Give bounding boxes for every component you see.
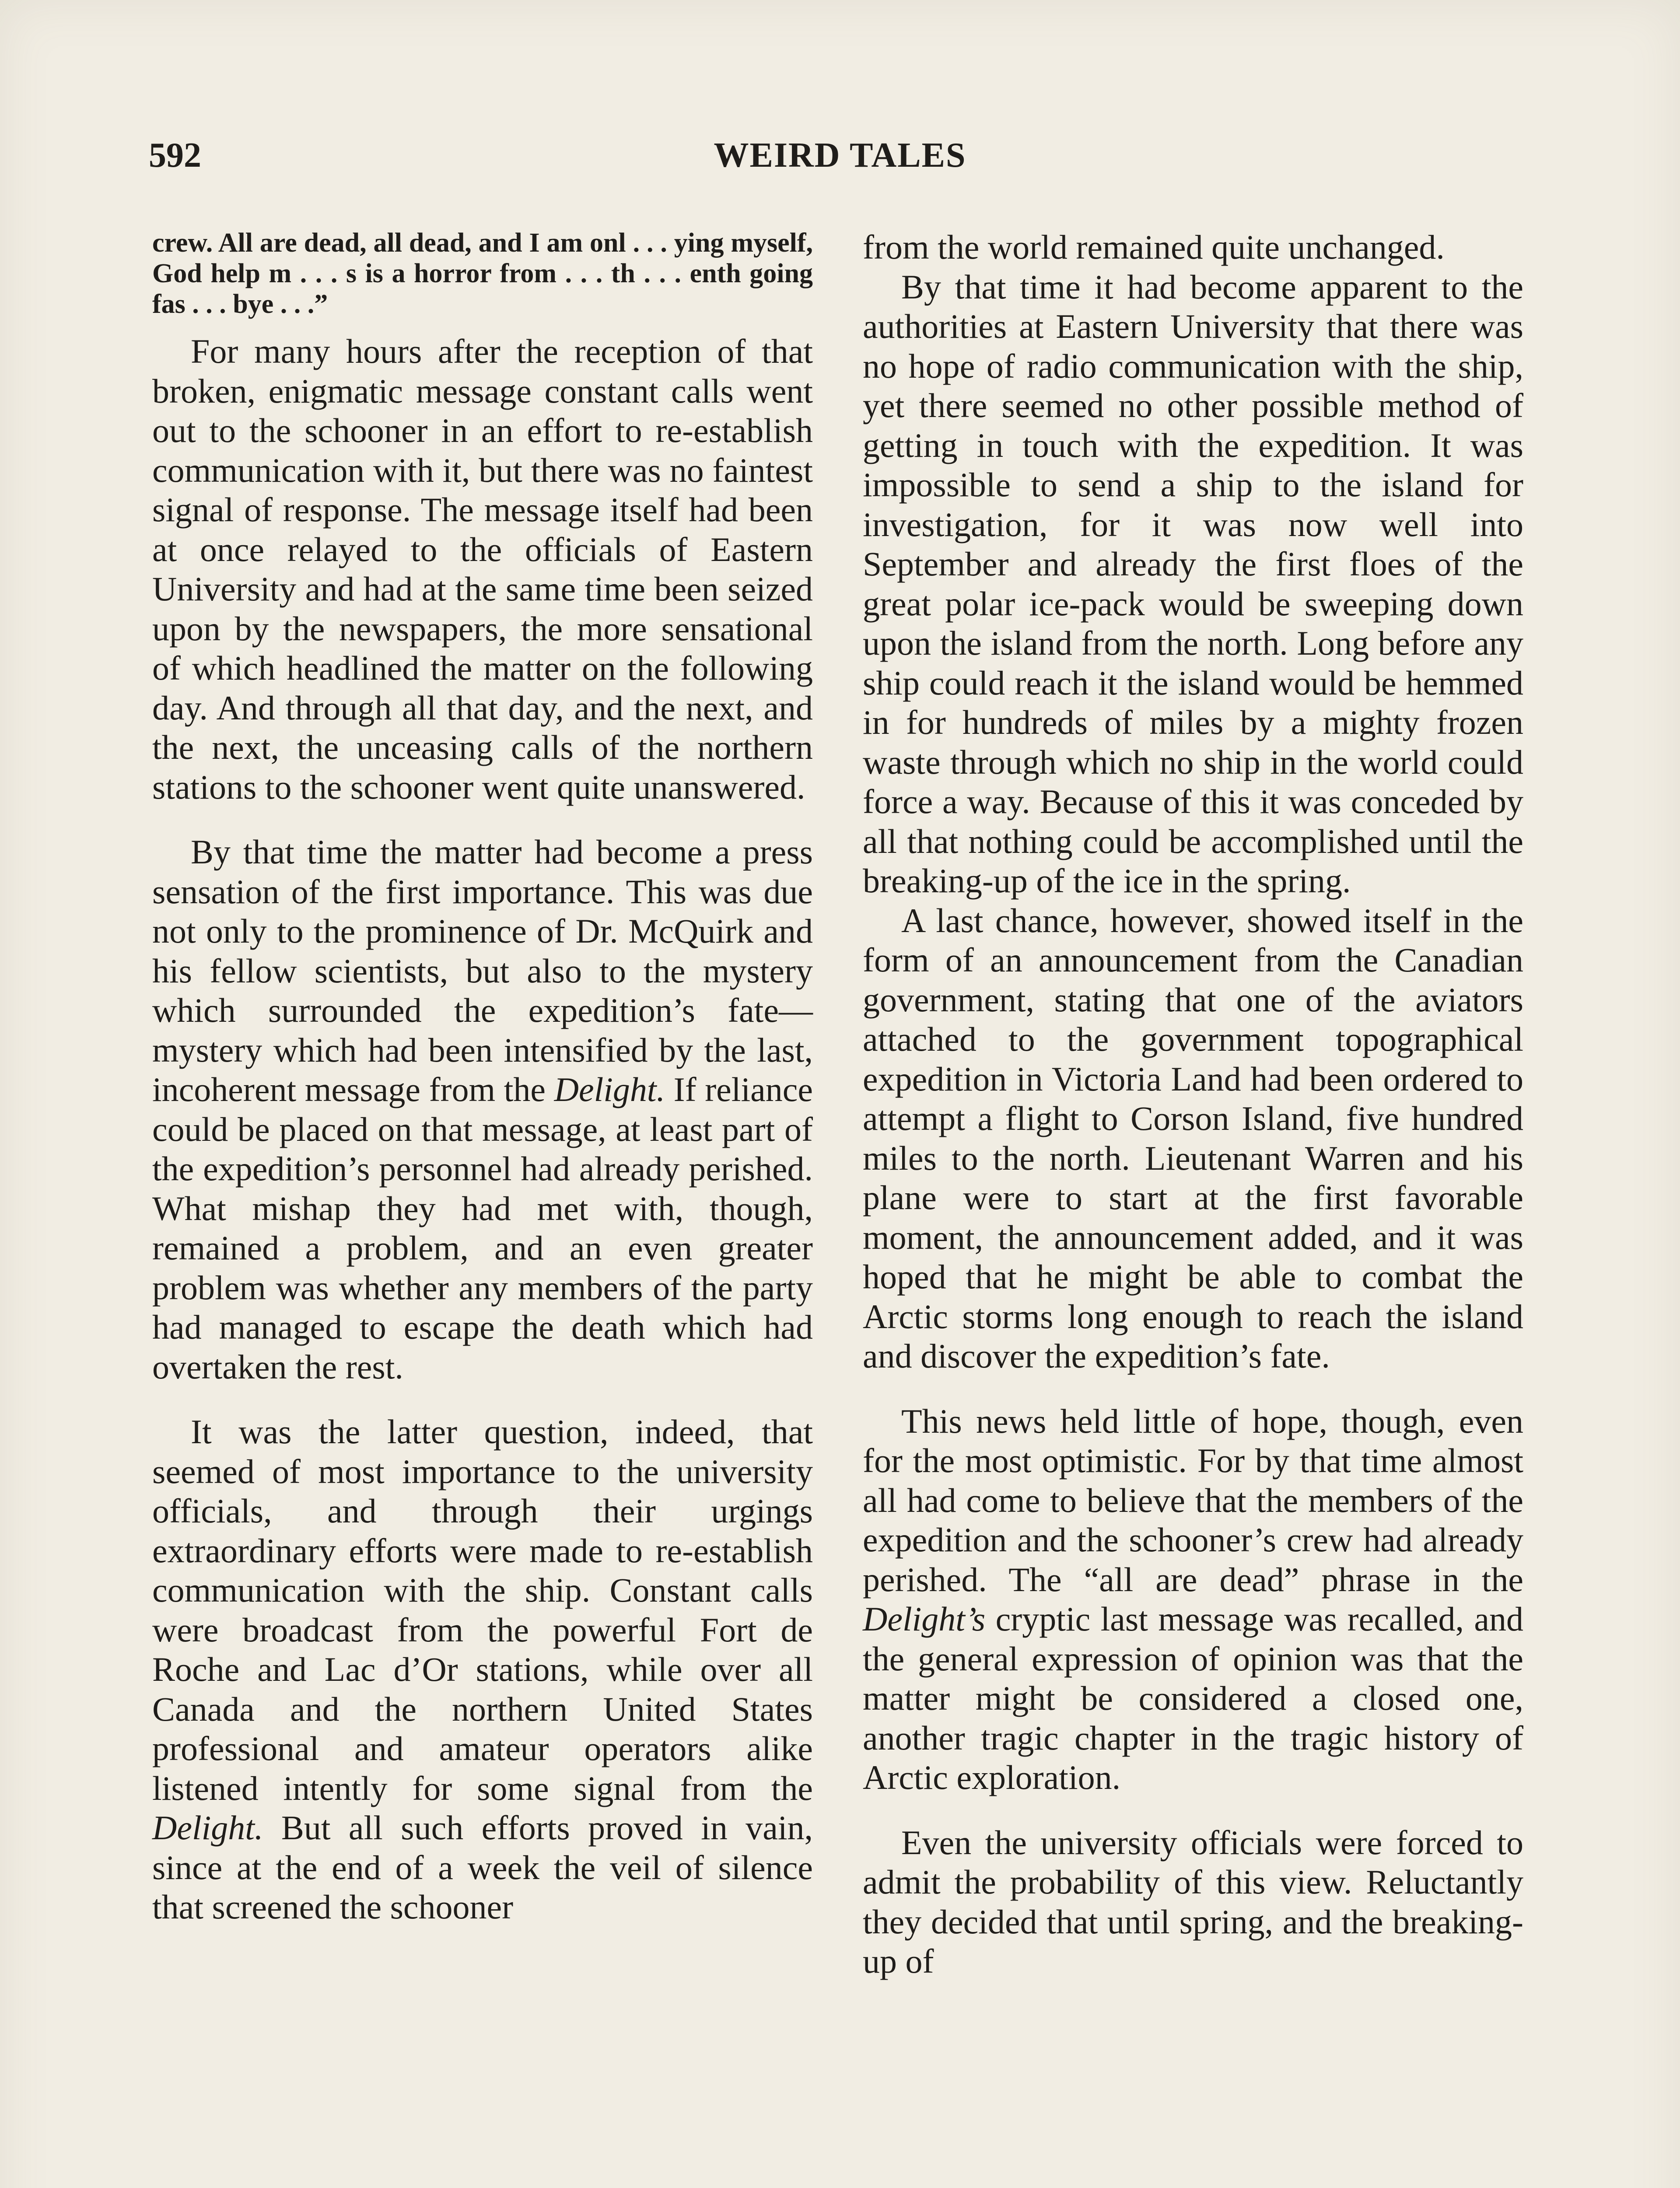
ship-name: Delight. [554,1070,665,1108]
paragraph [152,832,813,1387]
paragraph: Even the university officials were forced to admit the probability of this view. Reluctantly they decided that until spring, and the breaking-up of [863,1823,1523,1980]
paragraph [863,1402,1523,1798]
page-header [149,131,1531,179]
left-column [152,228,813,1927]
radio-message-quote: crew. All are dead, all dead, and I am onl . . . ying myself, God help m . . . s is a horror from . . . th . . . enth going fas . . . bye . . .” [152,228,813,319]
paragraph [152,1412,813,1927]
running-head: WEIRD TALES [714,136,966,175]
paragraph: A last chance, however, showed itself in the form of an announcement from the Canadian government, stating that one of the aviators attached to the government topographical expedition in Victoria Land had been ordered to attempt a flight to Corson Island, five hundred miles to the north. Lieutenant Warren and his plane were to start at the first favorable moment, the announcement added, and it was hoped that he might be able to combat the Arctic storms long enough to reach the island and discover the expedition’s fate. [863,901,1523,1375]
paragraph-text: If reliance could be placed on that message, at least part of the expedition’s personnel had already perished. What mishap they had met with, though, remained a problem, and an even greater problem was whether any members of the party had managed to escape the death which had overtaken the rest. [152,1070,813,1386]
right-column [863,228,1523,1981]
paragraph-text: It was the latter question, indeed, that seemed of most importance to the university officials, and through their urgings extraordinary efforts were made to re-establish communication with the ship. Constant calls were broadcast from the powerful Fort de Roche and Lac d’Or stations, while over all Canada and the northern United States professional and amateur operators alike listened intently for some signal from the [152,1413,813,1807]
paragraph: By that time it had become apparent to the authorities at Eastern University that there was no hope of radio communication with the ship, yet there seemed no other possible method of getting in touch with the expedition. It was impossible to send a ship to the island for investigation, for it was now well into September and already the first floes of the great polar ice-pack would be sweeping down upon the island from the north. Long before any ship could reach it the island would be hemmed in for hundreds of miles by a mighty frozen waste through which no ship in the world could force a way. Because of this it was conceded by all that nothing could be accomplished until the breaking-up of the ice in the spring. [863,267,1523,900]
ship-name: Delight. [152,1809,263,1847]
paragraph-text: By that time the matter had become a press sensation of the first importance. This was due not only to the prominence of Dr. McQuirk and his fellow scientists, but also to the mystery which surrounded the expedition’s fate—mystery which had been intensified by the last, incoherent message from the [152,833,813,1108]
page-number: 592 [149,136,201,175]
ship-name: Delight’s [863,1600,986,1638]
paragraph-text: This news held little of hope, though, even for the most optimistic. For by that time almost all had come to believe that the members of the expedition and the schooner’s crew had already perished. The “all are dead” phrase in the [863,1402,1523,1599]
paragraph-continued: from the world remained quite unchanged. [863,228,1445,266]
paragraph-text: But all such efforts proved in vain, since at the end of a week the veil of silence that screened the schooner [152,1809,813,1926]
paragraph-text: cryptic last message was recalled, and the general expression of opinion was that the matter might be considered a closed one, another tragic chapter in the tragic history of Arctic exploration. [863,1600,1523,1796]
paragraph: For many hours after the reception of that broken, enigmatic message constant calls went out to the schooner in an effort to re-establish communication with it, but there was no faintest signal of response. The message itself had been at once relayed to the officials of Eastern University and had at the same time been seized upon by the newspapers, the more sensational of which headlined the matter on the following day. And through all that day, and the next, and the next, the unceasing calls of the northern stations to the schooner went quite unanswered. [152,332,813,806]
